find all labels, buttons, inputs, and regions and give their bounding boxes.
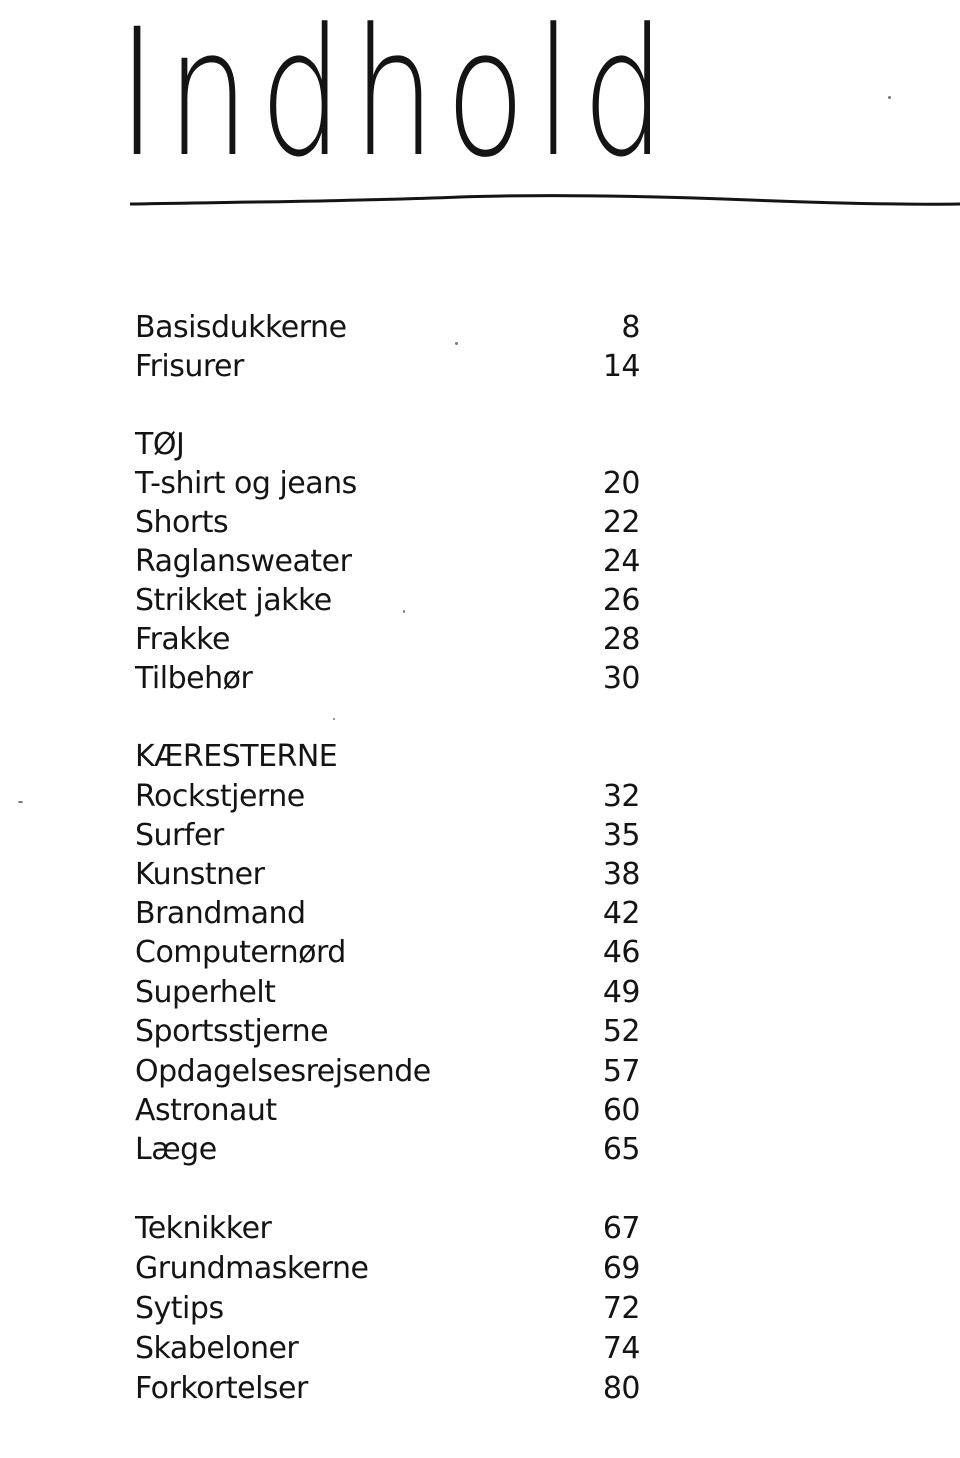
toc-entry-label: Sytips <box>135 1291 224 1326</box>
toc-entry-page: 28 <box>602 622 640 657</box>
scan-speck <box>333 718 335 720</box>
toc-entry <box>135 581 640 621</box>
toc-entry <box>135 1209 640 1249</box>
title-underline <box>130 188 960 218</box>
scan-speck <box>888 96 891 99</box>
toc-entry-label: Skabeloner <box>135 1331 299 1366</box>
toc-entry <box>135 308 640 348</box>
toc-entry-label: Rockstjerne <box>135 779 305 814</box>
toc-entry-page: 80 <box>602 1371 640 1406</box>
section-heading: TØJ <box>135 427 185 462</box>
toc-entry <box>135 503 640 543</box>
toc-entry-page: 69 <box>602 1251 640 1286</box>
toc-entry-page: 42 <box>602 896 640 931</box>
toc-entry-label: Computernørd <box>135 935 346 970</box>
toc-entry-label: Shorts <box>135 505 229 540</box>
toc-entry-label: Astronaut <box>135 1093 277 1128</box>
toc-entry-label: Teknikker <box>135 1211 272 1246</box>
toc-entry <box>135 542 640 582</box>
toc-entry-page: 8 <box>621 310 640 345</box>
scan-speck <box>455 342 458 345</box>
toc-entry-page: 30 <box>602 661 640 696</box>
toc-entry-page: 67 <box>602 1211 640 1246</box>
toc-entry-label: Superhelt <box>135 975 276 1010</box>
toc-entry-page: 38 <box>602 857 640 892</box>
toc-entry-label: Surfer <box>135 818 224 853</box>
toc-entry-label: Opdagelsesrejsende <box>135 1054 431 1089</box>
toc-entry-page: 72 <box>602 1291 640 1326</box>
toc-entry <box>135 816 640 856</box>
toc-entry <box>135 1052 640 1092</box>
toc-entry <box>135 1289 640 1329</box>
toc-entry <box>135 620 640 660</box>
toc-entry <box>135 1091 640 1131</box>
toc-entry-page: 46 <box>602 935 640 970</box>
toc-entry-page: 20 <box>602 466 640 501</box>
toc-entry <box>135 1130 640 1170</box>
toc-entry-label: T-shirt og jeans <box>135 466 357 501</box>
toc-entry <box>135 894 640 934</box>
toc-entry-label: Grundmaskerne <box>135 1251 369 1286</box>
toc-entry-label: Raglansweater <box>135 544 352 579</box>
toc-entry <box>135 659 640 699</box>
toc-entry <box>135 1329 640 1369</box>
toc-entry-page: 24 <box>602 544 640 579</box>
toc-entry-page: 32 <box>602 779 640 814</box>
toc-entry <box>135 1249 640 1289</box>
toc-entry-label: Forkortelser <box>135 1371 308 1406</box>
toc-entry <box>135 347 640 387</box>
toc-entry <box>135 1369 640 1409</box>
toc-entry <box>135 1012 640 1052</box>
toc-entry-label: Læge <box>135 1132 217 1167</box>
toc-entry <box>135 777 640 817</box>
scan-speck <box>18 801 23 803</box>
page-title: Indhold <box>118 0 676 196</box>
toc-entry-label: Strikket jakke <box>135 583 332 618</box>
toc-entry-label: Frakke <box>135 622 230 657</box>
toc-entry <box>135 933 640 973</box>
toc-entry <box>135 855 640 895</box>
toc-entry-label: Frisurer <box>135 349 244 384</box>
toc-entry <box>135 973 640 1013</box>
toc-entry-label: Tilbehør <box>135 661 253 696</box>
toc-entry-label: Basisdukkerne <box>135 310 347 345</box>
toc-entry-page: 22 <box>602 505 640 540</box>
toc-entry-page: 35 <box>602 818 640 853</box>
toc-entry-page: 52 <box>602 1014 640 1049</box>
toc-entry-page: 49 <box>602 975 640 1010</box>
toc-entry-page: 26 <box>602 583 640 618</box>
toc-entry-page: 14 <box>602 349 640 384</box>
toc-entry-page: 57 <box>602 1054 640 1089</box>
toc-entry-label: Kunstner <box>135 857 265 892</box>
toc-entry <box>135 464 640 504</box>
section-heading: KÆRESTERNE <box>135 739 338 774</box>
toc-entry-label: Brandmand <box>135 896 306 931</box>
toc-entry-page: 65 <box>602 1132 640 1167</box>
toc-entry-label: Sportsstjerne <box>135 1014 329 1049</box>
toc-entry-page: 74 <box>602 1331 640 1366</box>
toc-entry-page: 60 <box>602 1093 640 1128</box>
scan-speck <box>403 610 405 613</box>
